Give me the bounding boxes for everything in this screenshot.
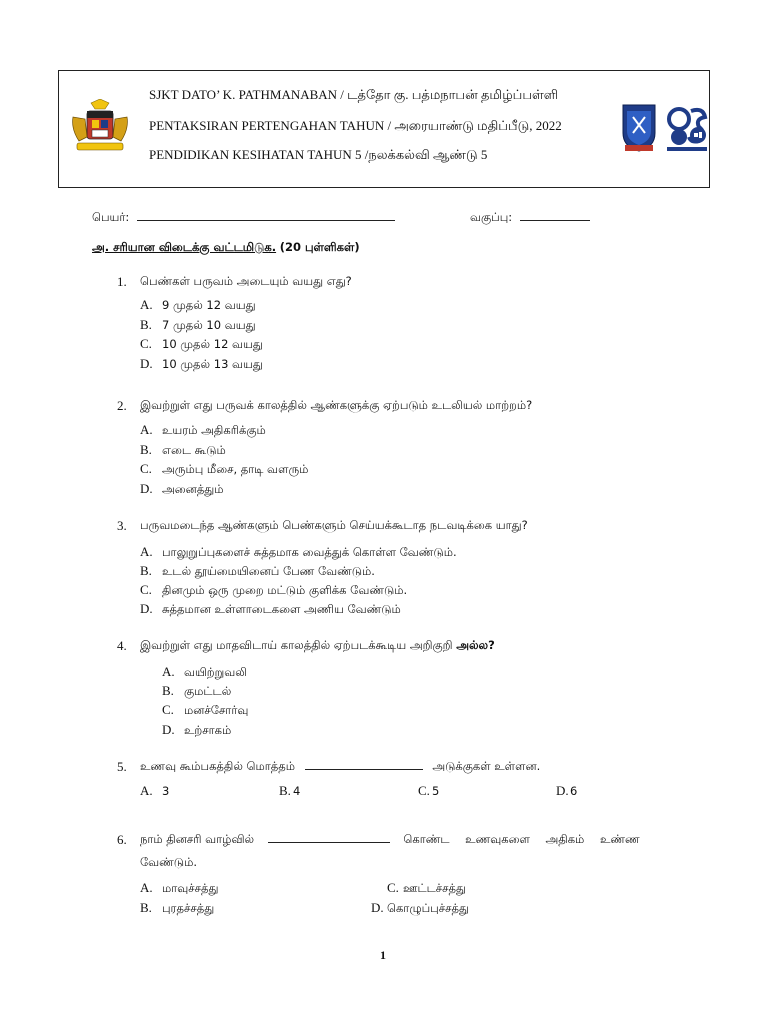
class-blank-line[interactable] bbox=[520, 210, 590, 221]
page-number: 1 bbox=[380, 948, 386, 962]
question-1-text: பெண்கள் பருவம் அடையும் வயது எது? bbox=[140, 274, 352, 288]
question-6-text-line2: வேண்டும். bbox=[140, 855, 197, 869]
question-6-answer-blank[interactable] bbox=[268, 832, 390, 843]
anniversary-25-logo-icon bbox=[665, 103, 709, 153]
header-box bbox=[58, 70, 710, 188]
question-3-option-c[interactable]: C. தினமும் ஒரு முறை மட்டும் குளிக்க வேண்டும். bbox=[140, 582, 408, 597]
section-marks: (20 புள்ளிகள்) bbox=[279, 240, 360, 254]
question-6-option-d[interactable]: D. கொழுப்புச்சத்து bbox=[371, 900, 469, 915]
question-2-option-c[interactable]: C. அரும்பு மீசை, தாடி வளரும் bbox=[140, 461, 309, 476]
question-5-option-a[interactable]: A. 3 bbox=[140, 783, 170, 798]
question-2-text: இவற்றுள் எது பருவக் காலத்தில் ஆண்களுக்கு ஏற்படும் உடலியல் மாற்றம்? bbox=[140, 398, 533, 412]
question-6-option-c[interactable]: C. ஊட்டச்சத்து bbox=[387, 880, 466, 895]
malaysia-coat-of-arms-icon bbox=[69, 99, 131, 155]
class-field[interactable] bbox=[470, 210, 590, 226]
question-3-option-b[interactable]: B. உடல் தூய்மையினைப் பேண வேண்டும். bbox=[140, 563, 375, 578]
question-5-answer-blank[interactable] bbox=[305, 759, 423, 770]
exam-title: PENTAKSIRAN PERTENGAHAN TAHUN / அரையாண்டு மதிப்பீடு, 2022 bbox=[149, 118, 562, 133]
question-4-number: 4. bbox=[117, 638, 127, 653]
school-name: SJKT DATO’ K. PATHMANABAN / டத்தோ கு. பத்மநாபன் தமிழ்ப்பள்ளி bbox=[149, 87, 559, 102]
question-4-negation: அல்ல? bbox=[456, 638, 495, 652]
question-2-number: 2. bbox=[117, 398, 127, 413]
name-field[interactable] bbox=[92, 210, 395, 226]
question-3-option-a[interactable]: A. பாலுறுப்புகளைச் சுத்தமாக வைத்துக் கொள்ள வேண்டும். bbox=[140, 544, 457, 559]
name-label: பெயர்: bbox=[92, 210, 130, 224]
question-1-option-b[interactable]: B. 7 முதல் 10 வயது bbox=[140, 317, 256, 332]
question-4-option-b[interactable]: B. குமட்டல் bbox=[162, 683, 232, 698]
question-5-number: 5. bbox=[117, 759, 127, 774]
class-label: வகுப்பு: bbox=[470, 210, 513, 224]
question-5-text: உணவு கூம்பகத்தில் மொத்தம் அடுக்குகள் உள்ளன. bbox=[140, 759, 541, 773]
question-1-option-c[interactable]: C. 10 முதல் 12 வயது bbox=[140, 336, 263, 351]
section-title: அ. சரியான விடைக்கு வட்டமிடுக. bbox=[92, 240, 277, 254]
question-2-option-d[interactable]: D. அனைத்தும் bbox=[140, 481, 224, 496]
question-1-number: 1. bbox=[117, 274, 127, 289]
question-6-option-b[interactable]: B. புரதச்சத்து bbox=[140, 900, 215, 915]
question-6-option-a[interactable]: A. மாவுச்சத்து bbox=[140, 880, 219, 895]
name-blank-line[interactable] bbox=[137, 210, 395, 221]
question-4-option-a[interactable]: A. வயிற்றுவலி bbox=[162, 664, 247, 679]
question-4-option-c[interactable]: C. மனச்சோர்வு bbox=[162, 702, 249, 717]
question-6-text: நாம் தினசரி வாழ்வில் கொண்ட உணவுகளை அதிகம் உண்ண bbox=[140, 832, 640, 846]
school-shield-logo-icon bbox=[621, 103, 657, 153]
question-5-option-d[interactable]: D.6 bbox=[556, 783, 578, 798]
subject-title: PENDIDIKAN KESIHATAN TAHUN 5 /நலக்கல்வி ஆண்டு 5 bbox=[149, 147, 488, 162]
question-1-option-d[interactable]: D. 10 முதல் 13 வயது bbox=[140, 356, 263, 371]
question-5-option-c[interactable]: C. 5 bbox=[418, 783, 440, 798]
question-1-option-a[interactable]: A. 9 முதல் 12 வயது bbox=[140, 297, 256, 312]
question-4-text: இவற்றுள் எது மாதவிடாய் காலத்தில் ஏற்படக்கூடிய அறிகுறி அல்ல? bbox=[140, 638, 495, 652]
question-3-number: 3. bbox=[117, 518, 127, 533]
question-2-option-a[interactable]: A. உயரம் அதிகரிக்கும் bbox=[140, 422, 266, 437]
question-5-option-b[interactable]: B. 4 bbox=[279, 783, 301, 798]
section-heading bbox=[92, 240, 360, 256]
question-3-option-d[interactable]: D. சுத்தமான உள்ளாடைகளை அணிய வேண்டும் bbox=[140, 601, 401, 616]
question-4-option-d[interactable]: D. உற்சாகம் bbox=[162, 722, 232, 737]
question-2-option-b[interactable]: B. எடை கூடும் bbox=[140, 442, 226, 457]
question-6-number: 6. bbox=[117, 832, 127, 847]
question-3-text: பருவமடைந்த ஆண்களும் பெண்களும் செய்யக்கூடாத நடவடிக்கை யாது? bbox=[140, 518, 528, 532]
